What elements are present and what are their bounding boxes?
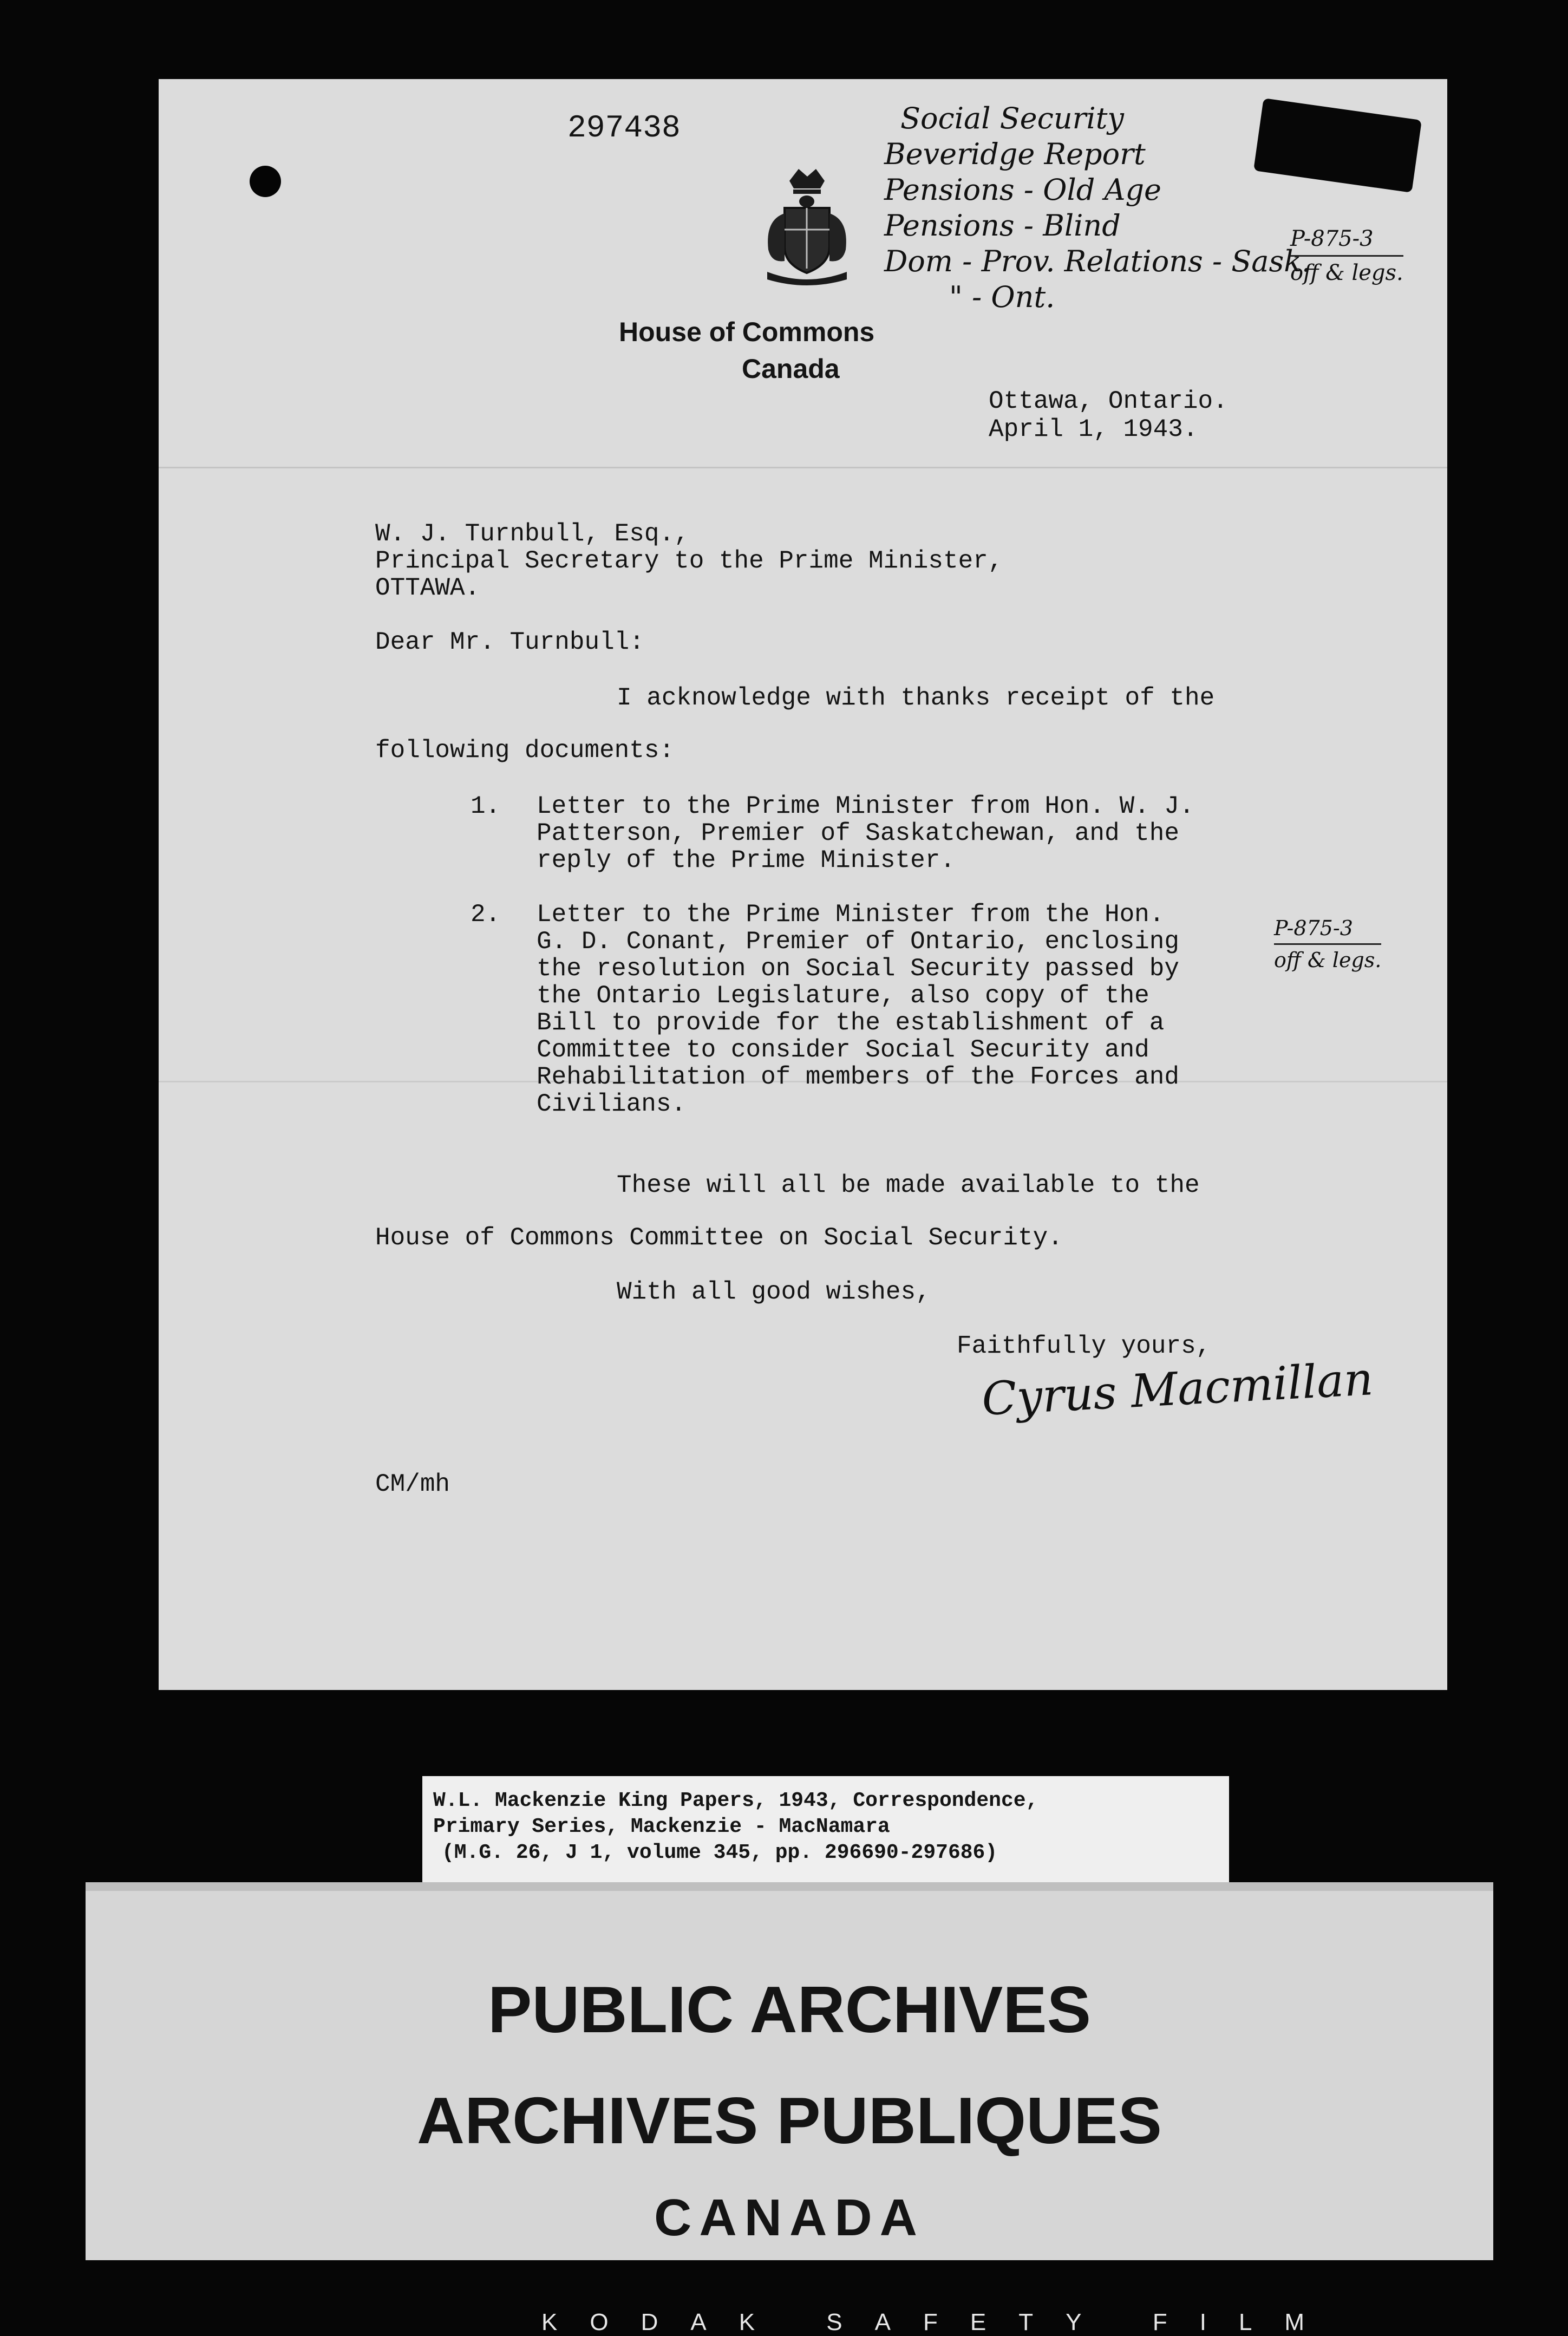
- letterhead-title: House of Commons: [619, 317, 875, 347]
- film-edge-marking: KODAK SAFETY FILM: [541, 2309, 1337, 2335]
- archives-country: CANADA: [654, 2189, 925, 2247]
- good-wishes: With all good wishes,: [617, 1278, 931, 1306]
- coat-of-arms-icon: [760, 166, 854, 288]
- card-edge: [86, 1882, 1493, 1891]
- closing-text-continued: House of Commons Committee on Social Security.: [375, 1224, 1063, 1252]
- valediction: Faithfully yours,: [957, 1332, 1211, 1360]
- letterhead-country: Canada: [742, 354, 840, 384]
- intro-text-continued: following documents:: [375, 736, 675, 765]
- archives-title-french: ARCHIVES PUBLIQUES: [416, 2084, 1162, 2157]
- letter-place: Ottawa, Ontario.: [989, 387, 1228, 415]
- addressee-title: Principal Secretary to the Prime Minister,: [375, 547, 1003, 575]
- closing-text: These will all be made available to the: [617, 1171, 1200, 1199]
- archive-caption-label: [422, 1776, 1229, 1890]
- punch-hole: [250, 166, 281, 197]
- item-number: 2.: [471, 901, 501, 929]
- signature: Cyrus Macmillan: [980, 1352, 1375, 1426]
- margin-note-middle: P-875-3 off & legs.: [1274, 913, 1381, 975]
- caption-line-2: Primary Series, Mackenzie - MacNamara: [433, 1815, 890, 1838]
- letter-page: [159, 79, 1447, 1690]
- archives-title-english: PUBLIC ARCHIVES: [488, 1973, 1091, 2046]
- fold-line: [159, 467, 1447, 468]
- file-number: 297438: [567, 111, 681, 146]
- salutation: Dear Mr. Turnbull:: [375, 628, 644, 656]
- caption-line-1: W.L. Mackenzie King Papers, 1943, Correspondence,: [433, 1789, 1038, 1812]
- item-1-text: Letter to the Prime Minister from Hon. W. J. Patterson, Premier of Saskatchewan, and the reply of the Prime Minister.: [537, 792, 1194, 875]
- item-2-text: Letter to the Prime Minister from the Hon. G. D. Conant, Premier of Ontario, enclosing the resolution on Social Security passed by the Ontario Legislature, also copy of the Bill to provide for the establishment of a Committee to consider Social Security and Rehabilitation of members of the Forces and Civilians.: [537, 901, 1179, 1118]
- addressee-city: OTTAWA.: [375, 574, 480, 602]
- letter-date: April 1, 1943.: [989, 415, 1198, 443]
- typist-initials: CM/mh: [375, 1470, 450, 1498]
- handwritten-subjects: Social Security Beveridge Report Pensions - Old Age Pensions - Blind Dom - Prov. Relations - Sask. " - Ont.: [884, 101, 1311, 314]
- margin-note-top: P-875-3 off & legs.: [1290, 223, 1403, 289]
- caption-line-3: (M.G. 26, J 1, volume 345, pp. 296690-297686): [442, 1841, 998, 1864]
- public-archives-card: [86, 1882, 1493, 2260]
- addressee-name: W. J. Turnbull, Esq.,: [375, 520, 689, 548]
- item-number: 1.: [471, 792, 501, 820]
- intro-text: I acknowledge with thanks receipt of the: [617, 684, 1215, 712]
